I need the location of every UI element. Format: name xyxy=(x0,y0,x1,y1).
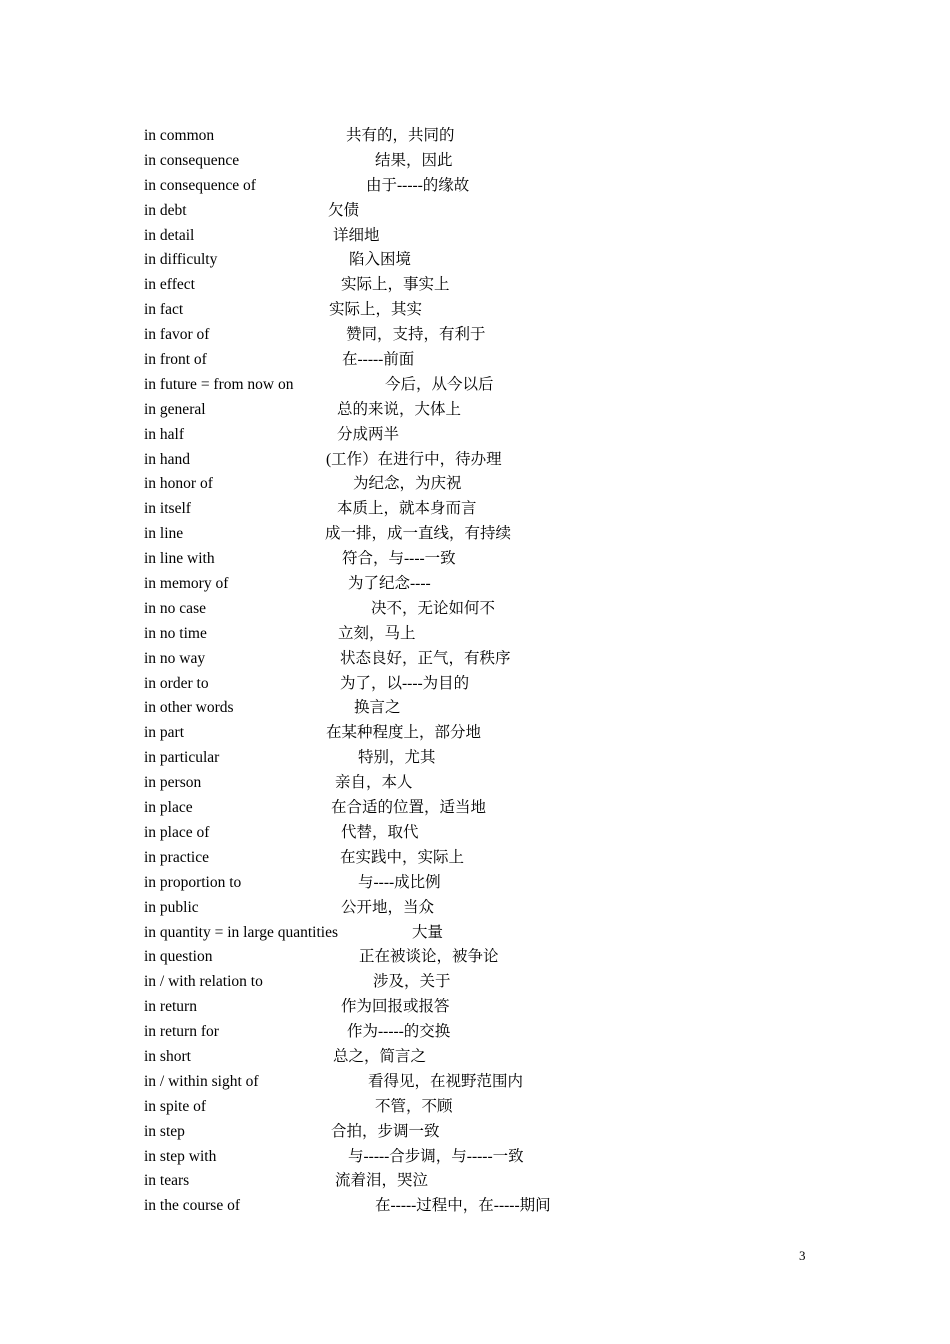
phrase-english: in honor of xyxy=(144,475,213,493)
phrase-english: in tears xyxy=(144,1172,190,1190)
phrase-english: in person xyxy=(144,774,202,792)
phrase-english: in step xyxy=(144,1122,185,1140)
page-number: 3 xyxy=(799,1248,806,1263)
phrase-english: in step with xyxy=(144,1147,217,1165)
phrase-english: in effect xyxy=(144,276,195,294)
phrase-english: in memory of xyxy=(144,575,229,593)
phrase-chinese: 与----成比例 xyxy=(358,873,441,891)
phrase-chinese: 状态良好，正气，有秩序 xyxy=(340,649,511,667)
phrase-chinese: 涉及，关于 xyxy=(373,973,451,991)
phrase-chinese: 由于-----的缘故 xyxy=(366,176,470,194)
phrase-english: in spite of xyxy=(144,1097,206,1115)
phrase-chinese: 特别，尤其 xyxy=(358,749,436,767)
phrase-english: in common xyxy=(144,127,215,144)
phrase-english: in favor of xyxy=(144,326,210,344)
phrase-chinese: 实际上，事实上 xyxy=(341,276,450,294)
phrase-english: in short xyxy=(144,1047,191,1065)
phrase-chinese: 代替，取代 xyxy=(341,823,419,841)
phrase-english: in debt xyxy=(144,201,187,219)
phrase-chinese: 决不，无论如何不 xyxy=(371,599,496,617)
phrase-english: in no way xyxy=(144,649,206,667)
phrase-chinese: 在某种程度上，部分地 xyxy=(326,724,482,742)
phrase-chinese: 实际上，其实 xyxy=(329,301,423,319)
phrase-english: in return for xyxy=(144,1023,219,1041)
phrase-chinese: 亲自，本人 xyxy=(335,774,413,792)
phrase-english: in no case xyxy=(144,599,206,617)
phrase-english: in no time xyxy=(144,624,207,642)
phrase-chinese: 符合，与----一致 xyxy=(342,550,456,568)
phrase-english: in / with relation to xyxy=(144,973,263,991)
phrase-english: in half xyxy=(144,425,185,443)
phrase-chinese: 总的来说，大体上 xyxy=(337,400,462,418)
phrase-english: in public xyxy=(144,898,199,916)
phrase-chinese: 合拍，步调一致 xyxy=(331,1122,440,1140)
phrase-english: in hand xyxy=(144,450,191,468)
phrase-chinese: 共有的，共同的 xyxy=(346,127,455,144)
phrase-english: in order to xyxy=(144,674,209,692)
phrase-chinese: 赞同，支持，有利于 xyxy=(346,326,486,344)
phrase-chinese: 陷入困境 xyxy=(349,251,412,269)
phrase-chinese: (工作）在进行中，待办理 xyxy=(326,450,502,468)
phrase-english: in return xyxy=(144,998,197,1016)
phrase-chinese: 本质上，就本身而言 xyxy=(337,500,477,518)
phrase-chinese: 今后，从今以后 xyxy=(385,375,494,393)
phrase-english: in other words xyxy=(144,699,234,717)
phrase-english: in consequence xyxy=(144,151,240,169)
phrase-chinese: 公开地，当众 xyxy=(341,898,435,916)
phrase-chinese: 与-----合步调，与-----一致 xyxy=(348,1147,524,1165)
phrase-chinese: 流着泪，哭泣 xyxy=(335,1172,429,1190)
phrase-chinese: 在-----过程中，在-----期间 xyxy=(375,1197,551,1215)
phrase-chinese: 欠债 xyxy=(328,201,360,219)
phrase-english: in fact xyxy=(144,301,184,319)
phrase-chinese: 在实践中，实际上 xyxy=(340,848,465,866)
phrase-chinese: 在合适的位置，适当地 xyxy=(331,799,487,817)
phrase-english: in line xyxy=(144,525,184,543)
phrase-chinese: 成一排，成一直线，有持续 xyxy=(325,525,512,543)
phrase-english: in / within sight of xyxy=(144,1072,259,1090)
phrase-english: in place of xyxy=(144,823,210,841)
phrase-english: in practice xyxy=(144,848,209,866)
phrase-chinese: 总之，简言之 xyxy=(333,1047,427,1065)
phrase-english: in question xyxy=(144,948,213,966)
phrase-english: in detail xyxy=(144,226,195,244)
phrase-chinese: 正在被谈论，被争论 xyxy=(359,948,499,966)
phrase-english: in part xyxy=(144,724,185,742)
phrase-english: in future = from now on xyxy=(144,375,294,393)
phrase-chinese: 为纪念，为庆祝 xyxy=(353,475,462,493)
phrase-chinese: 详细地 xyxy=(333,226,380,244)
phrase-chinese: 分成两半 xyxy=(337,425,400,443)
phrase-english: in consequence of xyxy=(144,176,256,194)
phrase-english: in quantity = in large quantities xyxy=(144,923,338,941)
phrase-english: in difficulty xyxy=(144,251,218,269)
phrase-english: in general xyxy=(144,400,206,418)
phrase-chinese: 作为回报或报答 xyxy=(341,998,450,1016)
phrase-chinese: 作为-----的交换 xyxy=(347,1023,451,1041)
phrase-chinese: 不管，不顾 xyxy=(375,1097,453,1115)
phrase-english: in itself xyxy=(144,500,191,518)
phrase-english: in line with xyxy=(144,550,215,568)
phrase-chinese: 结果，因此 xyxy=(375,151,453,169)
phrase-english: in the course of xyxy=(144,1197,240,1215)
phrase-chinese: 在-----前面 xyxy=(342,351,415,369)
phrase-english: in proportion to xyxy=(144,873,242,891)
phrase-chinese: 为了纪念---- xyxy=(348,575,431,593)
phrase-chinese: 大量 xyxy=(412,923,444,941)
phrase-chinese: 立刻，马上 xyxy=(338,624,416,642)
phrase-english: in front of xyxy=(144,351,207,369)
phrase-english: in particular xyxy=(144,749,220,767)
phrase-chinese: 看得见，在视野范围内 xyxy=(368,1072,524,1090)
phrase-chinese: 为了，以----为目的 xyxy=(340,674,470,692)
phrase-english: in place xyxy=(144,799,193,817)
phrase-chinese: 换言之 xyxy=(354,699,401,717)
